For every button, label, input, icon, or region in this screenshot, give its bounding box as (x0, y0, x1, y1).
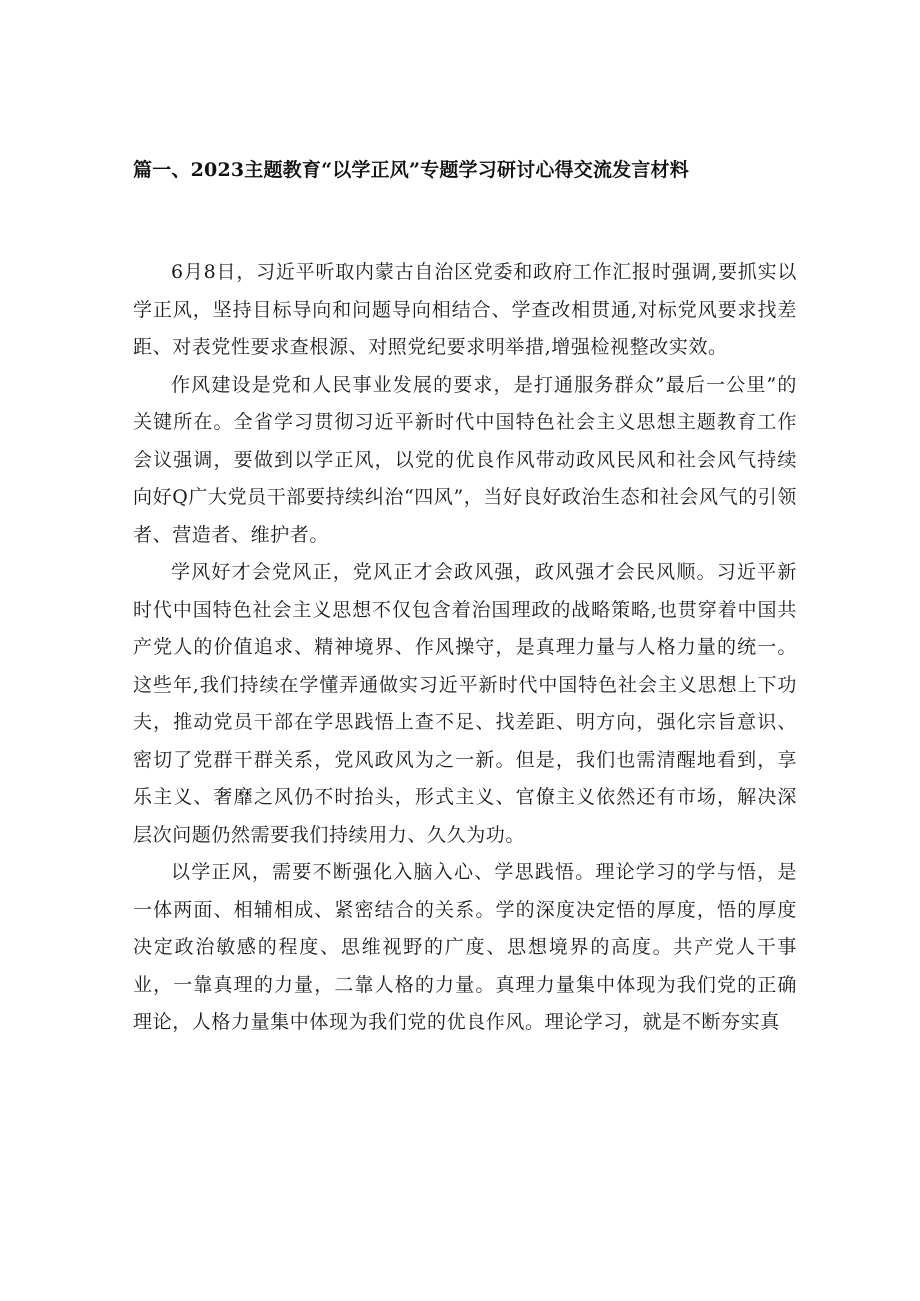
paragraph-2: 作风建设是党和人民事业发展的要求，是打通服务群众”最后一公里”的关键所在。全省学习贯彻习近平新时代中国特色社会主义思想主题教育工作会议强调，要做到以学正风，以党的优良作风带动政风民风和社会风气持续向好Q广大党员干部要持续纠治“四风”，当好良好政治生态和社会风气的引领者、营造者、维护者。 (133, 373, 798, 546)
document-title: 篇一、2023主题教育“以学正风”专题学习研讨心得交流发言材料 (133, 159, 689, 181)
paragraph-4: 以学正风，需要不断强化入脑入心、学思践悟。理论学习的学与悟，是一体两面、相辅相成、紧密结合的关系。学的深度决定悟的厚度，悟的厚度决定政治敏感的程度、思维视野的广度、思想境界的高度。共产党人干事业，一靠真理的力量，二靠人格的力量。真理力量集中体现为我们党的正确理论，人格力量集中体现为我们党的优良作风。理论学习，就是不断夯实真 (133, 861, 797, 1033)
paragraph-3: 学风好才会党风正，党风正才会政风强，政风强才会民风顺。习近平新时代中国特色社会主义思想不仅包含着治国理政的战略策略,也贯穿着中国共产党人的价值追求、精神境界、作风操守，是真理力量与人格力量的统一。这些年,我们持续在学懂弄通做实习近平新时代中国特色社会主义思想上下功夫，推动党员干部在学思践悟上查不足、找差距、明方向，强化宗旨意识、密切了党群干群关系，党风政风为之一新。但是，我们也需清醒地看到，享乐主义、奢靡之风仍不时抬头，形式主义、官僚主义依然还有市场，解决深层次问题仍然需要我们持续用力、久久为功。 (133, 561, 797, 846)
document-body (133, 254, 797, 1042)
paragraph-1: 6月8日，习近平听取内蒙古自治区党委和政府工作汇报时强调,要抓实以学正风，坚持目标导向和问题导向相结合、学查改相贯通,对标党风要求找差距、对表党性要求查根源、对照党纪要求明举措,增强检视整改实效。 (133, 261, 797, 358)
